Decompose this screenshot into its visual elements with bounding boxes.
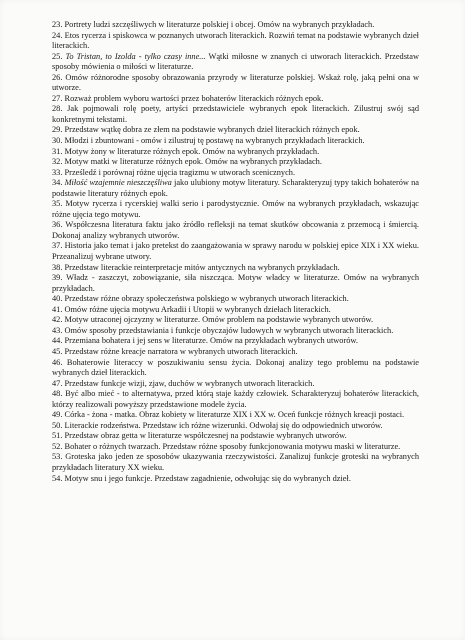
topic-number: 34.	[52, 178, 63, 188]
topic-text: Przedstaw różne obrazy społeczeństwa polskiego w wybranych utworach literackich.	[64, 294, 349, 304]
topic-item	[52, 379, 419, 390]
topic-text: Przedstaw literackie reinterpretacje mitów antycznych na wybranych przykładach.	[64, 262, 340, 272]
topic-item	[52, 52, 419, 73]
topic-text: Przedstaw funkcje wizji, zjaw, duchów w wybranych utworach literackich.	[64, 378, 315, 388]
topic-text: Władz - zaszczyt, zobowiązanie, siła niszcząca. Motyw władcy w literaturze. Omów na wybranych przykładach.	[52, 273, 419, 293]
topic-text: Omów różnorodne sposoby obrazowania przyrody w literaturze polskiej. Wskaż rolę, jaką pełni ona w utworze.	[52, 72, 420, 93]
topic-item	[52, 305, 419, 316]
topic-number: 28.	[52, 104, 63, 114]
topic-number: 23.	[52, 20, 63, 29]
topic-number: 54.	[52, 473, 63, 483]
topic-item	[52, 358, 419, 379]
topic-item	[52, 125, 419, 136]
topic-text: Młodzi i zbuntowani - omów i zilustruj tę postawę na wybranych przykładach literackich.	[64, 136, 365, 146]
topic-item	[52, 104, 419, 125]
topic-number: 37.	[52, 241, 63, 251]
topic-item	[52, 326, 419, 337]
topic-number: 43.	[52, 325, 63, 335]
topic-item	[52, 273, 419, 294]
topic-number: 50.	[52, 420, 63, 430]
topic-quote: Miłość wzajemnie nieszczęśliwa	[64, 178, 172, 188]
topic-text: Motyw utraconej ojczyzny w literaturze. Omów problem na podstawie wybranych utworów.	[64, 315, 374, 325]
topic-item	[52, 431, 419, 442]
topic-number: 32.	[52, 157, 63, 167]
topic-item	[52, 241, 419, 262]
topic-item	[52, 178, 419, 199]
topic-text: Przedstaw różne kreacje narratora w wybranych utworach literackich.	[64, 346, 298, 356]
topic-number: 47.	[52, 378, 63, 388]
topic-number: 27.	[52, 93, 63, 103]
topic-number: 40.	[52, 294, 63, 304]
topic-number: 26.	[52, 72, 63, 82]
topic-number: 29.	[52, 125, 63, 135]
topic-item	[52, 474, 419, 485]
topic-quote: To Tristan, to Izolda - tylko czasy inne...	[65, 51, 206, 61]
topic-item	[52, 31, 419, 52]
topic-text: Motyw matki w literaturze różnych epok. Omów na wybranych przykładach.	[64, 157, 322, 167]
topic-item	[52, 336, 419, 347]
topic-text: Prześledź i porównaj różne ujęcia tragizmu w utworach scenicznych.	[64, 167, 296, 177]
topic-number: 39.	[52, 273, 63, 283]
topic-item	[52, 136, 419, 147]
topic-item	[52, 168, 419, 179]
topic-item	[52, 263, 419, 274]
topic-item	[52, 157, 419, 168]
topic-number: 42.	[52, 315, 63, 325]
topic-text: Bohaterowie literaccy w poszukiwaniu sensu życia. Dokonaj analizy tego problemu na podstawie wybranych dzieł literackich.	[52, 357, 419, 378]
topic-number: 41.	[52, 304, 63, 314]
topic-text: Współczesna literatura faktu jako źródło refleksji na temat skutków obcowania z przemocą i śmiercią. Dokonaj analizy wybranych utworów.	[52, 220, 419, 240]
topic-text: Przedstaw wątkę dobra ze złem na podstawie wybranych dzieł literackich różnych epok.	[64, 125, 360, 135]
topic-number: 31.	[52, 146, 63, 156]
topic-item	[52, 315, 419, 326]
topic-text: Omów różne ujęcia motywu Arkadii i Utopii w wybranych dziełach literackich.	[64, 304, 331, 314]
topic-number: 25.	[52, 51, 63, 61]
topic-number: 51.	[52, 431, 63, 441]
topic-text: Omów sposoby przedstawiania i funkcje obyczajów ludowych w wybranych utworach literackich.	[64, 325, 394, 335]
topic-text: Przemiana bohatera i jej sens w literaturze. Omów na przykładach wybranych utworów.	[64, 336, 359, 346]
topic-item	[52, 421, 419, 432]
topic-item	[52, 294, 419, 305]
topic-text: Jak pojmowali rolę poety, artyści przedstawiciele wybranych epok literackich. Zilustruj swój sąd konkretnymi tekstami.	[52, 104, 419, 124]
topic-text: Motyw rycerza i rycerskiej walki serio i parodystycznie. Omów na wybranych przykładach, wskazując różne ujęcia tego motywu.	[52, 199, 419, 219]
topic-number: 45.	[52, 346, 63, 356]
topic-text: Wątki miłosne w znanych ci utworach literackich. Przedstaw sposoby mówienia o miłości w literaturze.	[52, 51, 419, 72]
topic-text: jako ulubiony motyw literatury. Scharakteryzuj typy takich bohaterów na podstawie literatury różnych epok.	[52, 178, 419, 198]
topic-number: 53.	[52, 452, 63, 462]
topic-item	[52, 442, 419, 453]
topic-text: Być albo mieć - to alternatywa, przed którą staje każdy człowiek. Scharakteryzuj bohaterów literackich, którzy realizowali powyższy przedstawione modele życia.	[52, 389, 419, 409]
topic-number: 33.	[52, 167, 63, 177]
topic-item	[52, 20, 419, 31]
topic-number: 49.	[52, 410, 63, 420]
topic-text: Bohater o różnych twarzach. Przedstaw różne sposoby funkcjonowania motywu maski w literaturze.	[64, 441, 401, 451]
topic-text: Literackie rodzeństwa. Przedstaw ich różne wizerunki. Odwołaj się do odpowiednich utworów.	[64, 420, 383, 430]
topic-text: Historia jako temat i jako pretekst do zaangażowania w sprawy narodu w polskiej epice XIX i XX wieku. Przeanalizuj wybrane utwory.	[52, 241, 419, 262]
topic-item	[52, 94, 419, 105]
topic-text: Etos rycerza i spiskowca w poznanych utworach literackich. Rozwiń temat na podstawie wybranych dzieł literackich.	[52, 30, 419, 51]
topic-text: Motyw snu i jego funkcje. Przedstaw zagadnienie, odwołując się do wybranych dzieł.	[64, 473, 351, 483]
topic-item	[52, 220, 419, 241]
topic-number: 52.	[52, 441, 63, 451]
topic-list	[52, 20, 419, 484]
topic-number: 44.	[52, 336, 63, 346]
topic-number: 48.	[52, 389, 63, 399]
topic-item	[52, 199, 419, 220]
topic-item	[52, 147, 419, 158]
topic-number: 24.	[52, 30, 63, 40]
topic-number: 36.	[52, 220, 63, 230]
topic-number: 46.	[52, 357, 63, 367]
topic-item	[52, 452, 419, 473]
topic-item	[52, 389, 419, 410]
topic-text: Rozważ problem wyboru wartości przez bohaterów literackich różnych epok.	[64, 93, 324, 103]
topic-number: 35.	[52, 199, 63, 209]
topic-item	[52, 410, 419, 421]
topic-text: Portrety ludzi szczęśliwych w literaturze polskiej i obcej. Omów na wybranych przykładach.	[64, 20, 375, 29]
topic-text: Przedstaw obraz getta w literaturze współczesnej na podstawie wybranych utworów.	[64, 431, 347, 441]
topic-text: Groteska jako jeden ze sposobów ukazywania rzeczywistości. Zanalizuj funkcje groteski na wybranych przykładach literatury XX wieku.	[52, 452, 419, 472]
topic-text: Motyw żony w literaturze różnych epok. Omów na wybranych przykładach.	[64, 146, 320, 156]
topic-text: Córka - żona - matka. Obraz kobiety w literaturze XIX i XX w. Oceń funkcje różnych kreacji postaci.	[64, 410, 405, 420]
topic-item	[52, 347, 419, 358]
topic-number: 38.	[52, 262, 63, 272]
topic-number: 30.	[52, 136, 63, 146]
topic-item	[52, 73, 419, 94]
